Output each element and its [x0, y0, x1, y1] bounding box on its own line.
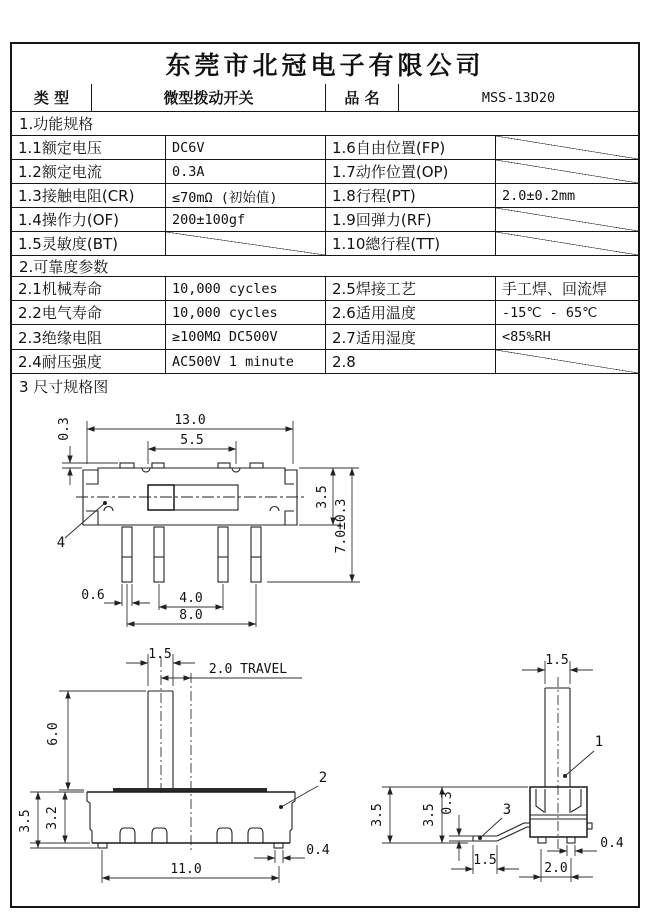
spec-label: 2.7适用湿度: [325, 325, 495, 349]
dim-side-foot-length: 1.5: [473, 853, 497, 868]
table-row: [12, 136, 638, 160]
dim-side-pin-pitch: 2.0: [544, 861, 568, 876]
table-row: [12, 350, 638, 374]
spec-value: ≤70mΩ (初始值): [165, 184, 325, 207]
spec-value: 手工焊、回流焊: [495, 277, 638, 300]
dim-side-pin-width: 0.4: [600, 836, 624, 851]
dim-front-knob-height: 6.0: [46, 722, 61, 746]
section1-title: 1.功能规格: [12, 112, 638, 136]
dim-top-pin-width: 0.6: [81, 588, 105, 603]
dim-front-seated-height: 3.5: [18, 809, 33, 833]
dim-front-travel: 2.0 TRAVEL: [208, 662, 288, 677]
spec-value-empty: [165, 232, 325, 255]
section2-title: 2.可靠度参数: [12, 256, 638, 277]
part-number: MSS-13D20: [398, 84, 638, 111]
spec-value: 10,000 cycles: [165, 301, 325, 324]
dimension-drawings: [10, 396, 640, 908]
table-row: [12, 301, 638, 325]
spec-value: ≥100MΩ DC500V: [165, 325, 325, 349]
spec-label: 1.1额定电压: [18, 139, 102, 157]
spec-value: DC6V: [165, 136, 325, 159]
table-row: [12, 184, 638, 208]
section3-title: 3 尺寸规格图: [19, 377, 109, 396]
dim-front-knob-width: 1.5: [148, 647, 172, 662]
dim-front-body-height: 3.2: [45, 806, 60, 830]
spec-label: 1.10總行程(TT): [325, 232, 495, 255]
dim-front-pin-width: 0.4: [306, 843, 330, 858]
dim-top-edge-offset: 0.3: [57, 417, 72, 441]
spec-label: 2.4耐压强度: [18, 353, 102, 371]
spec-label: 2.3绝缘电阻: [18, 328, 102, 347]
side-view: [370, 653, 624, 882]
top-view: [57, 413, 360, 627]
spec-value: <85%RH: [495, 325, 638, 349]
front-view: [18, 647, 330, 883]
spec-value-empty: [495, 160, 638, 183]
callout-terminal: 3: [502, 802, 512, 818]
spec-value: 2.0±0.2mm: [495, 184, 638, 207]
dim-side-height-outer: 3.5: [370, 803, 385, 827]
dim-top-total-height: 7.0±0.3: [334, 498, 349, 554]
callout-base: 4: [56, 535, 66, 551]
dim-top-slot-width: 5.5: [180, 433, 204, 448]
table-row: [12, 325, 638, 350]
spec-label: 2.2电气寿命: [18, 304, 102, 322]
spec-label: 1.6自由位置(FP): [325, 136, 495, 159]
spec-value: 200±100gf: [165, 208, 325, 231]
spec-label: 2.8: [325, 350, 495, 373]
part-header-row: [12, 84, 638, 112]
spec-value: -15℃ - 65℃: [495, 301, 638, 324]
spec-label: 1.4操作力(OF): [18, 211, 119, 229]
spec-value-empty: [495, 350, 638, 373]
type-value: 微型拨动开关: [91, 84, 325, 111]
spec-label: 1.7动作位置(OP): [325, 160, 495, 183]
spec-value: AC500V 1 minute: [165, 350, 325, 373]
table-row: [12, 208, 638, 232]
dim-side-height-inner: 3.5: [422, 803, 437, 827]
callout-body: 2: [318, 770, 328, 786]
table-row: [12, 160, 638, 184]
spec-value: 10,000 cycles: [165, 277, 325, 300]
type-label: 类 型: [33, 89, 70, 107]
dim-side-foot-thickness: 0.3: [440, 791, 455, 815]
table-row: [12, 277, 638, 301]
spec-label: 2.1机械寿命: [18, 280, 102, 298]
dim-top-pin-span: 8.0: [179, 608, 203, 623]
dim-side-knob-thickness: 1.5: [545, 653, 569, 668]
dim-top-body-width: 13.0: [174, 413, 206, 428]
spec-value-empty: [495, 208, 638, 231]
callout-knob: 1: [594, 734, 604, 750]
name-label: 品 名: [325, 84, 398, 111]
company-title: 东莞市北冠电子有限公司: [165, 51, 485, 80]
spec-label: 1.3接触电阻(CR): [18, 187, 135, 205]
spec-label: 1.5灵敏度(BT): [18, 235, 119, 253]
spec-label: 2.5焊接工艺: [325, 277, 495, 300]
dim-top-body-height: 3.5: [315, 485, 330, 509]
dim-front-body-width: 11.0: [170, 862, 202, 877]
spec-value: 0.3A: [165, 160, 325, 183]
table-row: [12, 232, 638, 256]
spec-label: 1.2额定电流: [18, 163, 102, 181]
spec-value-empty: [495, 232, 638, 255]
spec-label: 1.9回弹力(RF): [325, 208, 495, 231]
spec-label: 2.6适用温度: [325, 301, 495, 324]
dim-top-pin-pitch: 4.0: [179, 591, 203, 606]
spec-value-empty: [495, 136, 638, 159]
spec-label: 1.8行程(PT): [325, 184, 495, 207]
